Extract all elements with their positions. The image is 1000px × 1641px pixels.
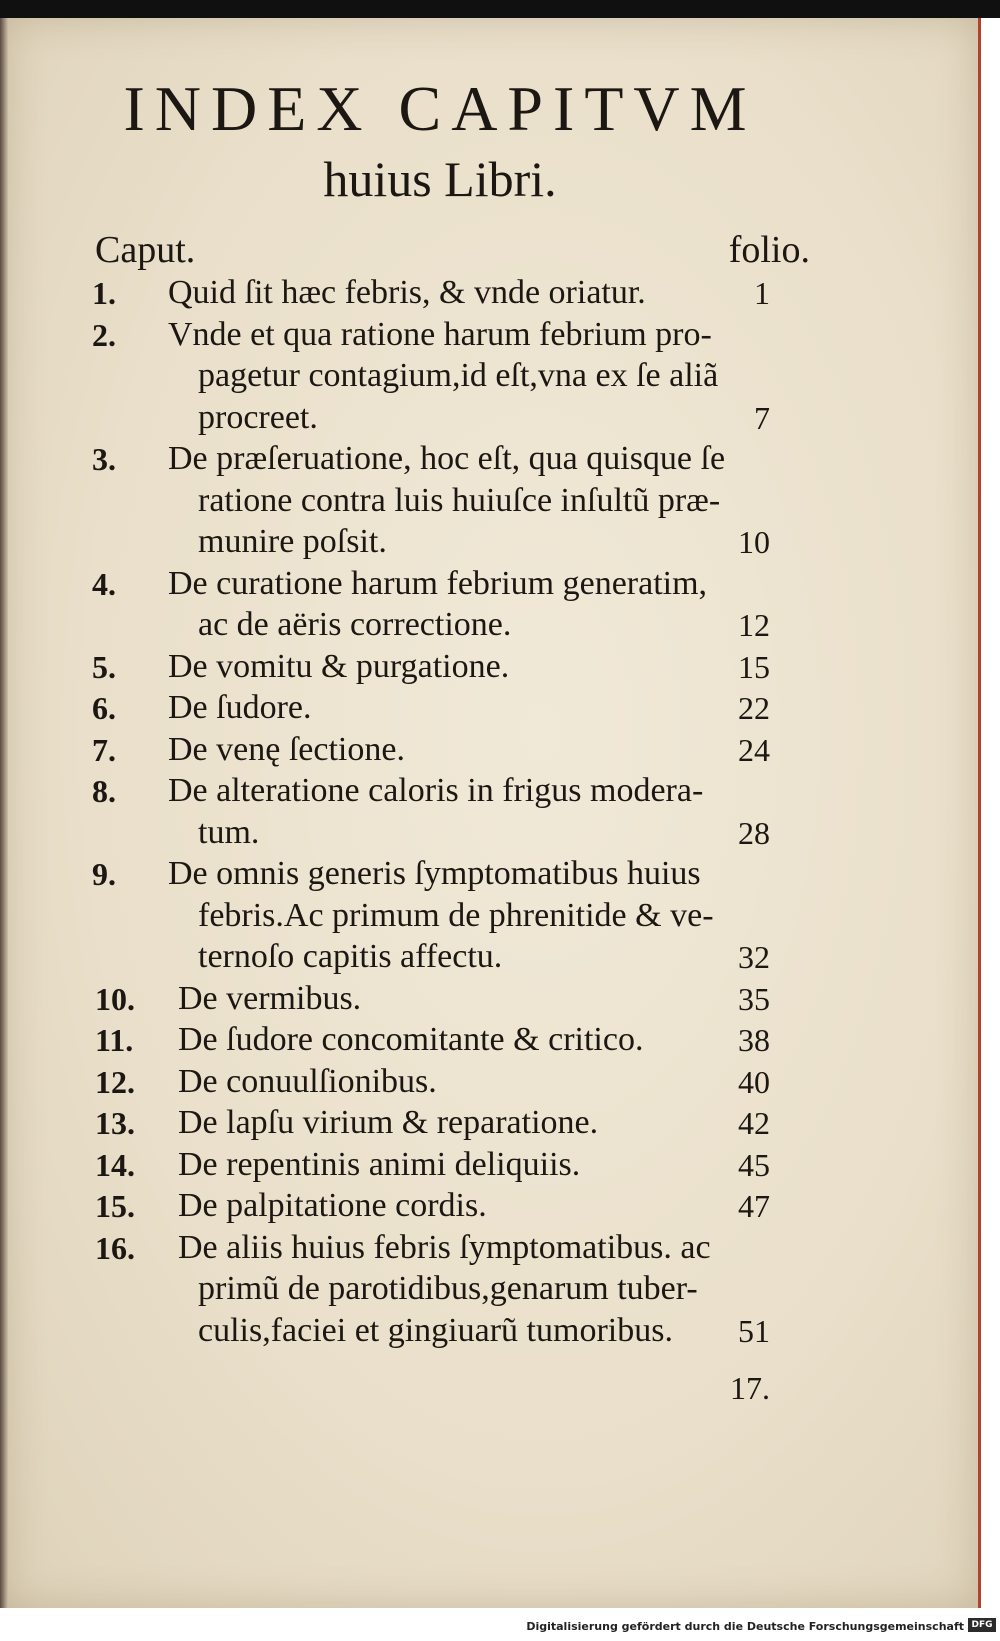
folio-number: 1 [754, 275, 770, 311]
chapter-number: 4. [92, 565, 116, 602]
chapter-number: 13. [95, 1105, 135, 1141]
chapter-title-line: Vnde et qua ratione harum febrium pro- [168, 315, 712, 353]
chapter-title-line: De conuulſionibus. [178, 1062, 437, 1100]
chapter-number: 2. [92, 316, 116, 353]
folio-number: 38 [738, 1022, 770, 1058]
folio-number: 32 [738, 939, 770, 975]
chapter-title-line: De lapſu virium & reparatione. [178, 1104, 599, 1141]
folio-number: 22 [738, 690, 770, 726]
chapter-title-line: De alteratione caloris in frigus modera- [168, 772, 704, 809]
folio-number: 42 [738, 1105, 770, 1141]
chapter-number: 12. [95, 1063, 135, 1100]
chapter-number: 11. [95, 1022, 134, 1058]
chapter-title-line: ac de aëris correctione. [198, 606, 512, 643]
chapter-title-line: De ſudore concomitante & critico. [178, 1021, 644, 1058]
chapter-title-line: De præſeruatione, hoc eſt, qua quisque ſe [168, 440, 726, 477]
chapter-title-line: De omnis generis ſymptomatibus huius [168, 855, 701, 892]
chapter-number: 1. [92, 275, 116, 311]
folio-number: 51 [738, 1312, 770, 1349]
chapter-title-line: ratione contra luis huiuſce inſultũ præ- [198, 481, 721, 519]
chapter-title-line: munire poſsit. [198, 523, 387, 560]
folio-number: 24 [738, 731, 770, 768]
folio-number: 45 [738, 1146, 770, 1183]
chapter-number: 14. [95, 1146, 135, 1183]
digitization-footer [0, 1608, 1000, 1641]
chapter-number: 3. [92, 441, 116, 477]
chapter-number: 9. [92, 856, 116, 892]
chapter-title-line: De curatione harum febrium generatim, [168, 564, 708, 602]
index-title: INDEX CAPITVM [123, 73, 757, 144]
index-subtitle: huius Libri. [323, 151, 557, 207]
chapter-title-line: febris.Ac primum de phrenitide & ve- [198, 896, 714, 934]
page-gutter-shadow [0, 18, 8, 1608]
chapter-title-line: culis,faciei et gingiuarũ tumoribus. [198, 1311, 673, 1349]
folio-number: 7 [754, 399, 770, 436]
chapter-title-line: De palpitatione cordis. [178, 1187, 487, 1224]
chapter-title-line: ternoſo capitis affectu. [198, 938, 503, 975]
dfg-logo-icon: DFG [968, 1618, 996, 1632]
chapter-title-line: tum. [198, 813, 260, 851]
chapter-title-line: De vermibus. [178, 979, 362, 1017]
funding-credit: Digitalisierung gefördert durch die Deutsche Forschungsgemeinschaft [526, 1620, 964, 1633]
chapter-number: 7. [92, 731, 116, 768]
chapter-title-line: De repentinis animi deliquiis. [178, 1145, 581, 1183]
chapter-number: 5. [92, 648, 116, 685]
scan-top-border [0, 0, 1000, 18]
chapter-number: 6. [92, 690, 116, 726]
column-header-caput: Caput. [95, 229, 196, 271]
catchword: 17. [730, 1370, 770, 1406]
chapter-number: 8. [92, 773, 116, 809]
chapter-title-line: primũ de parotidibus,genarum tuber- [198, 1270, 698, 1307]
chapter-title-line: Quid ſit hæc febris, & vnde oriatur. [168, 274, 646, 311]
chapter-number: 15. [95, 1188, 135, 1224]
chapter-title-line: De vomitu & purgatione. [168, 647, 510, 685]
folio-number: 47 [738, 1188, 770, 1224]
folio-number: 40 [738, 1063, 770, 1100]
chapter-title-line: pagetur contagium,id eſt,vna ex ſe aliã [198, 357, 719, 394]
folio-number: 28 [738, 814, 770, 851]
chapter-title-line: De venę ſectione. [168, 730, 405, 768]
scan-right-margin [981, 18, 1000, 1608]
column-header-folio: folio. [728, 229, 810, 271]
folio-number: 35 [738, 980, 770, 1017]
folio-number: 15 [738, 648, 770, 685]
chapter-number: 10. [95, 980, 135, 1017]
chapter-title-line: De ſudore. [168, 689, 312, 726]
chapter-title-line: De aliis huius febris ſymptomatibus. ac [178, 1228, 711, 1266]
chapter-number: 16. [95, 1229, 135, 1266]
chapter-title-line: procreet. [198, 398, 318, 436]
folio-number: 10 [738, 524, 770, 560]
folio-number: 12 [738, 607, 770, 643]
